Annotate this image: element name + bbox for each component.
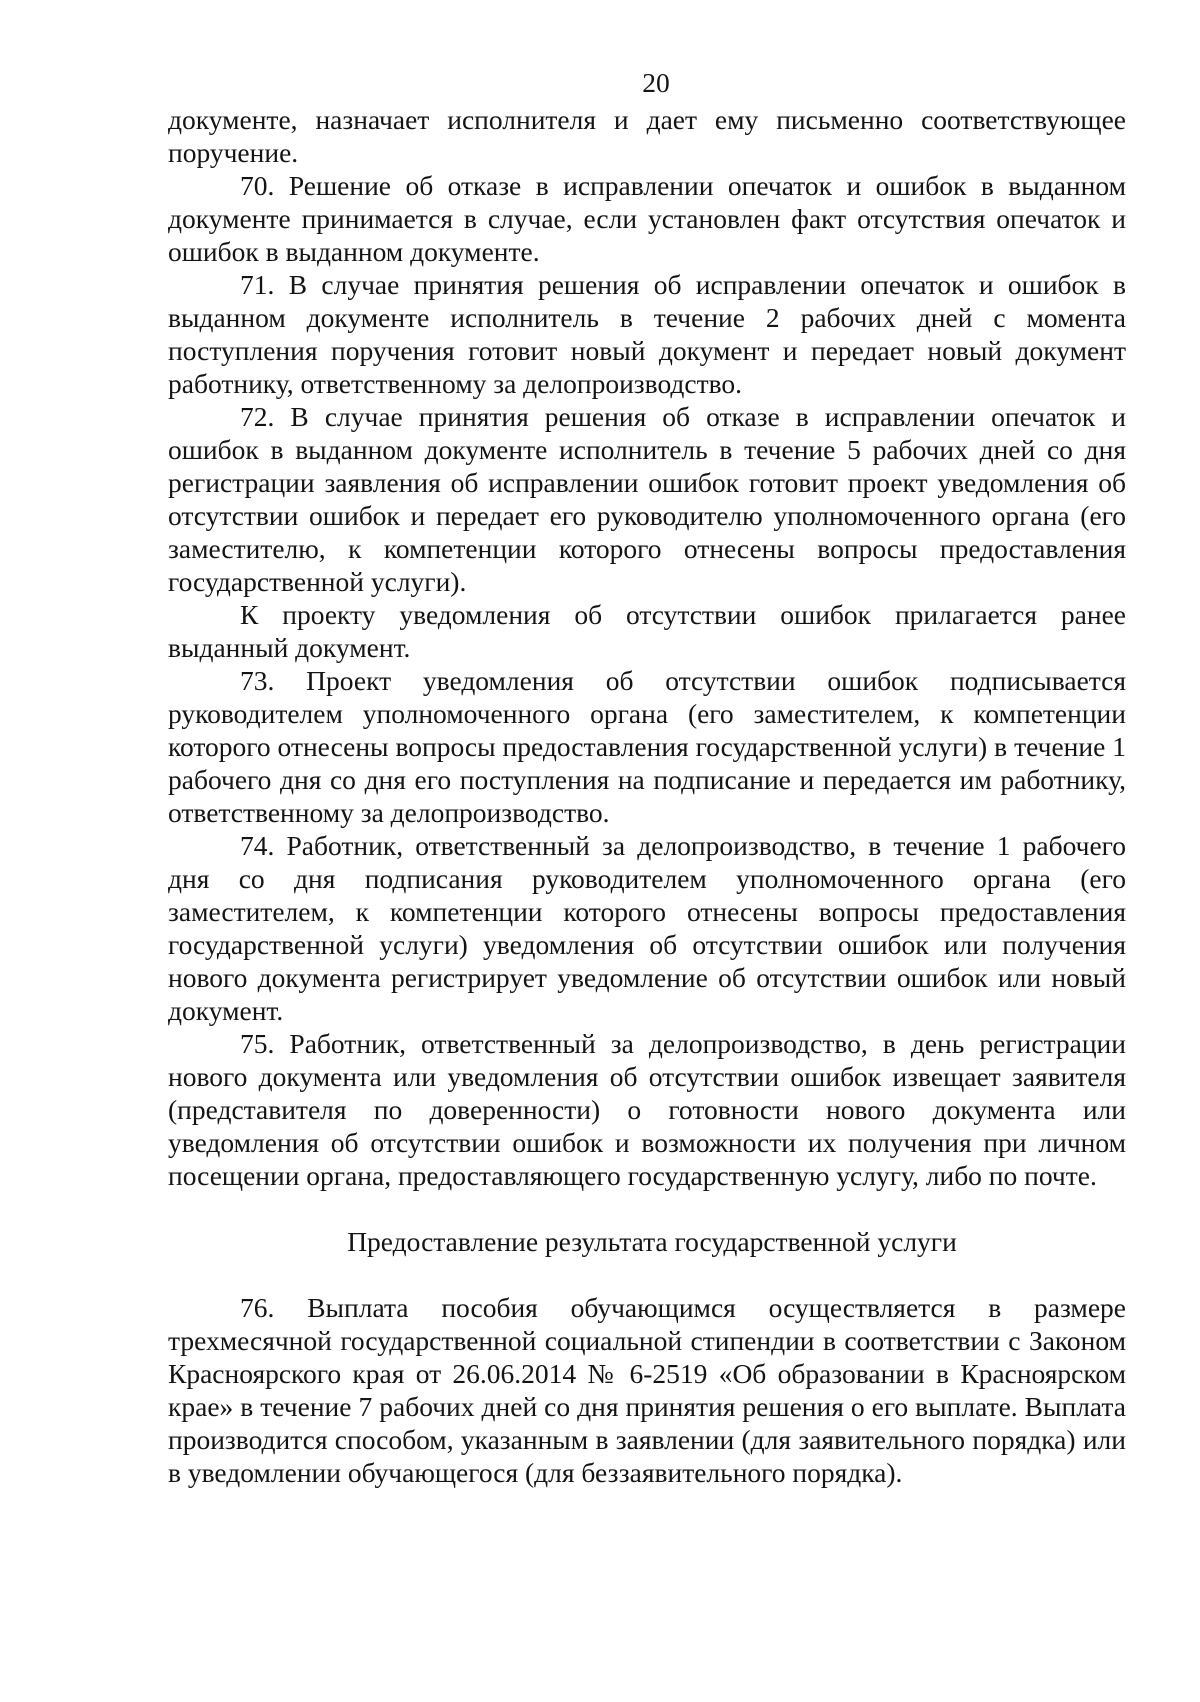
page-number: 20 (642, 67, 670, 98)
paragraph-74: 74. Работник, ответственный за делопроизводство, в течение 1 рабочего дня со дня подписания руководителем уполномоченного органа (его заместителем, к компетенции которого отнесены вопросы предоставления государственной услуги) уведомления об отсутствии ошибок или получения нового документа регистрирует уведомление об отсутствии ошибок или новый документ. (168, 830, 1126, 1026)
paragraph-70: 70. Решение об отказе в исправлении опечаток и ошибок в выданном документе принимается в случае, если установлен факт отсутствия опечаток и ошибок в выданном документе. (168, 170, 1126, 267)
paragraph-76: 76. Выплата пособия обучающимся осуществляется в размере трехмесячной государственной социальной стипендии в соответствии с Законом Красноярского края от 26.06.2014 № 6-2519 «Об образовании в Красноярском крае» в течение 7 рабочих дней со дня принятия решения о его выплате. Выплата производится способом, указанным в заявлении (для заявительного порядка) или в уведомлении обучающегося (для беззаявительного порядка). (168, 1292, 1126, 1488)
document-page (168, 66, 1126, 1489)
paragraph-continuation: документе, назначает исполнителя и дает ему письменно соответствующее поручение. (168, 104, 1126, 168)
paragraph-71: 71. В случае принятия решения об исправлении опечаток и ошибок в выданном документе исполнитель в течение 2 рабочих дней с момента поступления поручения готовит новый документ и передает новый документ работнику, ответственному за делопроизводство. (168, 269, 1126, 399)
paragraph-73: 73. Проект уведомления об отсутствии ошибок подписывается руководителем уполномоченного органа (его заместителем, к компетенции которого отнесены вопросы предоставления государственной услуги) в течение 1 рабочего дня со дня его поступления на подписание и передается им работнику, ответственному за делопроизводство. (168, 665, 1126, 828)
paragraph-72: 72. В случае принятия решения об отказе в исправлении опечаток и ошибок в выданном документе исполнитель в течение 5 рабочих дней со дня регистрации заявления об исправлении ошибок готовит проект уведомления об отсутствии ошибок и передает его руководителю уполномоченного органа (его заместителю, к компетенции которого отнесены вопросы предоставления государственной услуги). (168, 401, 1126, 597)
paragraph-72-attachment: К проекту уведомления об отсутствии ошибок прилагается ранее выданный документ. (168, 599, 1126, 663)
paragraph-75: 75. Работник, ответственный за делопроизводство, в день регистрации нового документа или уведомления об отсутствии ошибок извещает заявителя (представителя по доверенности) о готовности нового документа или уведомления об отсутствии ошибок и возможности их получения при личном посещении органа, предоставляющего государственную услугу, либо по почте. (168, 1028, 1126, 1191)
section-heading: Предоставление результата государственной услуги (347, 1226, 957, 1257)
